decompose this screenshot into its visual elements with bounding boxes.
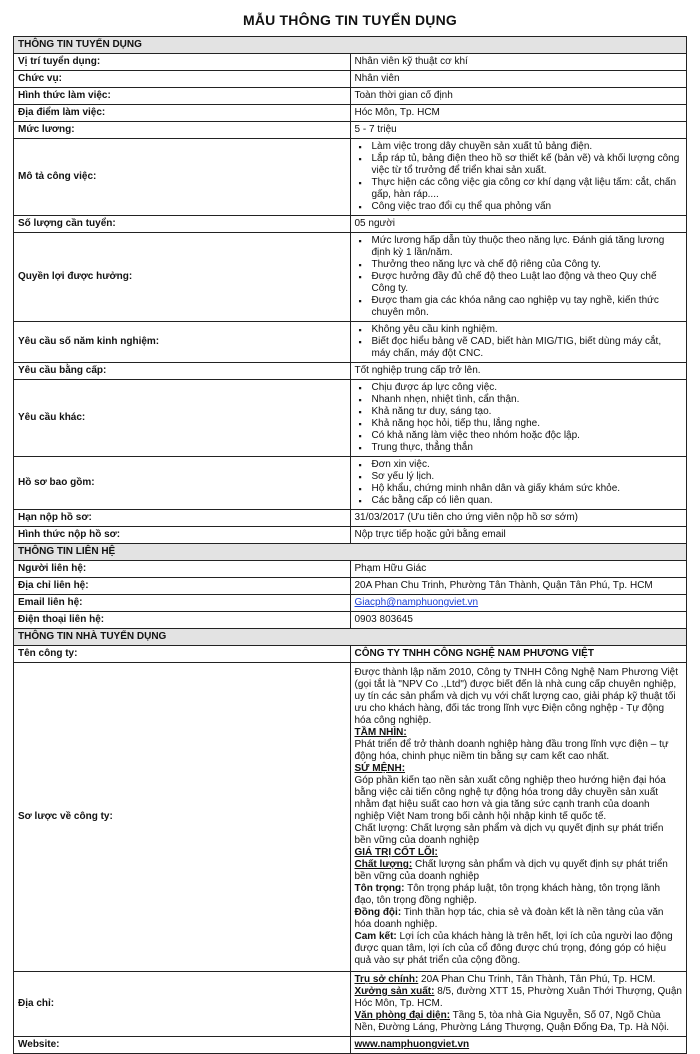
value-salary: 5 - 7 triệu — [350, 122, 687, 139]
other-requirements-list — [355, 382, 683, 454]
mission-heading: SỨ MỆNH: — [354, 763, 406, 774]
list-item: ▪ Làm việc trong dây chuyền sản xuất tủ bảng điện. — [372, 141, 683, 153]
section-title-company: THÔNG TIN NHÀ TUYỂN DỤNG — [14, 629, 687, 646]
label-company-about: Sơ lược về công ty: — [14, 663, 351, 972]
row-deadline — [14, 510, 687, 527]
address-text: 20A Phan Chu Trinh, Tân Thành, Tân Phú, Tp. HCM. — [418, 974, 656, 985]
section-header-contact — [14, 544, 687, 561]
label-contact-address: Địa chỉ liên hệ: — [14, 578, 351, 595]
address-key: Xưởng sản xuất: — [354, 986, 435, 997]
label-salary: Mức lương: — [14, 122, 351, 139]
row-contact-address — [14, 578, 687, 595]
company-address-block — [350, 972, 687, 1037]
value-contact-phone: 0903 803645 — [350, 612, 687, 629]
core-value-key: Tôn trọng: — [354, 883, 405, 894]
label-contact-email: Email liên hệ: — [14, 595, 351, 612]
label-documents: Hồ sơ bao gồm: — [14, 457, 351, 510]
list-item: ▪ Đơn xin việc. — [372, 459, 683, 471]
label-deadline: Hạn nộp hồ sơ: — [14, 510, 351, 527]
section-header-company — [14, 629, 687, 646]
section-title-job: THÔNG TIN TUYỂN DỤNG — [14, 37, 687, 54]
value-location: Hóc Môn, Tp. HCM — [350, 105, 687, 122]
value-submit-method: Nộp trực tiếp hoặc gửi bằng email — [350, 527, 687, 544]
row-contact-phone — [14, 612, 687, 629]
row-rank — [14, 71, 687, 88]
value-position: Nhân viên kỹ thuật cơ khí — [350, 54, 687, 71]
value-degree: Tốt nghiệp trung cấp trở lên. — [350, 363, 687, 380]
list-item: ▪ Được hưởng đầy đủ chế độ theo Luật lao động và theo Quy chế Công ty. — [372, 271, 683, 295]
row-submit-method — [14, 527, 687, 544]
list-item: ▪ Các bằng cấp có liên quan. — [372, 495, 683, 507]
core-value-item — [355, 931, 683, 967]
list-item: ▪ Mức lương hấp dẫn tùy thuộc theo năng lực. Đánh giá tăng lương định kỳ 1 lần/năm. — [372, 235, 683, 259]
label-description: Mô tả công việc: — [14, 139, 351, 216]
list-item: ▪ Không yêu cầu kinh nghiệm. — [372, 324, 683, 336]
row-benefits — [14, 233, 687, 322]
core-value-key: Cam kết: — [354, 931, 397, 942]
row-worktype — [14, 88, 687, 105]
row-contact-email — [14, 595, 687, 612]
address-text: 8/5, đường XTT 15, Phường Xuân Thới Thượng, Quận Hóc Môn, Tp. HCM. — [354, 986, 682, 1009]
address-text: Tầng 5, tòa nhà Gia Nguyễn, Số 07, Ngõ Chùa Nền, Đường Láng, Phường Láng Thượng, Quận Đống Đa, Tp. Hà Nội. — [354, 1010, 670, 1033]
row-location — [14, 105, 687, 122]
label-position: Vị trí tuyển dụng: — [14, 54, 351, 71]
row-salary — [14, 122, 687, 139]
row-company-name — [14, 646, 687, 663]
label-submit-method: Hình thức nộp hồ sơ: — [14, 527, 351, 544]
row-company-about — [14, 663, 687, 972]
row-other-requirements — [14, 380, 687, 457]
row-website — [14, 1037, 687, 1054]
list-item: ▪ Sơ yếu lý lịch. — [372, 471, 683, 483]
value-contact-address: 20A Phan Chu Trinh, Phường Tân Thành, Quận Tân Phú, Tp. HCM — [350, 578, 687, 595]
section-title-contact: THÔNG TIN LIÊN HỆ — [14, 544, 687, 561]
label-experience: Yêu cầu số năm kinh nghiệm: — [14, 322, 351, 363]
label-degree: Yêu cầu bằng cấp: — [14, 363, 351, 380]
row-degree — [14, 363, 687, 380]
email-link[interactable]: Giacph@namphuongviet.vn — [354, 597, 479, 608]
website-link[interactable]: www.namphuongviet.vn — [354, 1039, 470, 1050]
label-location: Địa điểm làm việc: — [14, 105, 351, 122]
value-contact-person: Phạm Hữu Giác — [350, 561, 687, 578]
label-benefits: Quyền lợi được hưởng: — [14, 233, 351, 322]
row-experience — [14, 322, 687, 363]
list-item: ▪ Biết đọc hiểu bảng vẽ CAD, biết hàn MIG/TIG, biết dùng máy cắt, máy chấn, máy đột CNC. — [372, 336, 683, 360]
page-title: MẪU THÔNG TIN TUYỂN DỤNG — [242, 12, 457, 28]
benefits-list — [355, 235, 683, 319]
label-company-address: Địa chỉ: — [14, 972, 351, 1037]
mission-text: Góp phần kiến tạo nền sản xuất công nghiệp theo hướng hiện đại hóa bằng việc cải tiến công nghệ tự động hóa trong dây chuyền sản xuất nhằm đạt hiệu suất cao hơn và gia tăng sức cạnh tranh của doanh nghiệp Việt Nam trong bối cảnh hội nhập kinh tế quốc tế. — [354, 775, 666, 822]
label-contact-phone: Điện thoại liên hệ: — [14, 612, 351, 629]
core-value-text: Tôn trọng pháp luật, tôn trọng khách hàng, tôn trọng lãnh đạo, tôn trọng đồng nghiệp. — [354, 883, 661, 906]
list-item: ▪ Công việc trao đổi cụ thể qua phỏng vấn — [372, 201, 683, 213]
row-documents — [14, 457, 687, 510]
quality-line: Chất lượng: Chất lượng sản phẩm và dịch vụ quyết định sự phát triển bền vững của doanh nghiệp — [354, 823, 664, 846]
list-item: ▪ Khả năng tư duy, sáng tạo. — [372, 406, 683, 418]
label-website: Website: — [14, 1037, 351, 1054]
description-list — [355, 141, 683, 213]
list-item: ▪ Nhanh nhẹn, nhiệt tình, cẩn thận. — [372, 394, 683, 406]
value-deadline: 31/03/2017 (Ưu tiên cho ứng viên nộp hồ sơ sớm) — [350, 510, 687, 527]
list-item: ▪ Lắp ráp tủ, bảng điện theo hồ sơ thiết kế (bản vẽ) và khối lượng công việc từ tổ trưởng để triển khai sản xuất. — [372, 153, 683, 177]
address-item — [355, 986, 683, 1010]
vision-heading: TẦM NHÌN: — [354, 727, 407, 738]
documents-list — [355, 459, 683, 507]
row-description — [14, 139, 687, 216]
core-value-text: Lợi ích của khách hàng là trên hết, lợi ích của người lao động được quan tâm, lợi ích của cổ đông được chú trọng, đóng góp có hiệu quả vào sự phát triển của cộng đồng. — [354, 931, 673, 966]
core-values-heading: GIÁ TRỊ CỐT LÕI: — [354, 847, 438, 858]
row-contact-person — [14, 561, 687, 578]
core-value-item — [355, 907, 683, 931]
experience-list — [355, 324, 683, 360]
core-value-key: Chất lượng: — [354, 859, 413, 870]
core-value-key: Đồng đội: — [354, 907, 402, 918]
recruitment-form-table — [13, 36, 687, 1054]
label-quantity: Số lượng cần tuyển: — [14, 216, 351, 233]
list-item: ▪ Được tham gia các khóa nâng cao nghiệp vụ tay nghề, kiến thức chuyên môn. — [372, 295, 683, 319]
value-company-name: CÔNG TY TNHH CÔNG NGHỆ NAM PHƯƠNG VIỆT — [350, 646, 687, 663]
list-item: ▪ Có khả năng làm việc theo nhóm hoặc độc lập. — [372, 430, 683, 442]
row-position — [14, 54, 687, 71]
row-company-address — [14, 972, 687, 1037]
value-worktype: Toàn thời gian cố định — [350, 88, 687, 105]
label-other-requirements: Yêu cầu khác: — [14, 380, 351, 457]
row-quantity — [14, 216, 687, 233]
address-key: Văn phòng đại diện: — [354, 1010, 451, 1021]
address-key: Trụ sở chính: — [354, 974, 419, 985]
list-item: ▪ Trung thực, thẳng thắn — [372, 442, 683, 454]
label-worktype: Hình thức làm việc: — [14, 88, 351, 105]
value-rank: Nhân viên — [350, 71, 687, 88]
core-value-text: Tinh thần hợp tác, chia sẻ và đoàn kết là nền tảng của văn hóa doanh nghiệp. — [354, 907, 664, 930]
company-about-block — [350, 663, 687, 972]
list-item: ▪ Chịu được áp lực công việc. — [372, 382, 683, 394]
label-contact-person: Người liên hệ: — [14, 561, 351, 578]
company-intro: Được thành lập năm 2010, Công ty TNHH Công Nghệ Nam Phương Việt (gọi tắt là "NPV Co .,Ltd") được biết đến là nhà cung cấp chuyên nghiệp, uy tín các sản phẩm và dịch vụ với chất lượng cao, giải pháp kỹ thuật tối ưu cho khách hàng, đối tác trong lĩnh vực Điện công nghệp - Tự động hóa công nghiệp. — [354, 667, 679, 726]
address-item — [355, 974, 683, 986]
label-rank: Chức vụ: — [14, 71, 351, 88]
list-item: ▪ Hộ khẩu, chứng minh nhân dân và giấy khám sức khỏe. — [372, 483, 683, 495]
vision-text: Phát triển để trở thành doanh nghiệp hàng đầu trong lĩnh vực điện – tự động hóa, chinh phục niềm tin bằng sự cam kết cao nhất. — [354, 739, 669, 762]
label-company-name: Tên công ty: — [14, 646, 351, 663]
list-item: ▪ Thực hiện các công việc gia công cơ khí dạng vật liệu tấm: cắt, chấn gấp, hàn ráp.... — [372, 177, 683, 201]
section-header-job — [14, 37, 687, 54]
address-item — [355, 1010, 683, 1034]
list-item: ▪ Thưởng theo năng lực và chế độ riêng của Công ty. — [372, 259, 683, 271]
value-quantity: 05 người — [350, 216, 687, 233]
core-value-item — [355, 859, 683, 883]
core-value-text: Chất lượng sản phẩm và dịch vụ quyết định sự phát triển bền vững của doanh nghiệp — [354, 859, 668, 882]
list-item: ▪ Khả năng học hỏi, tiếp thu, lắng nghe. — [372, 418, 683, 430]
core-value-item — [355, 883, 683, 907]
